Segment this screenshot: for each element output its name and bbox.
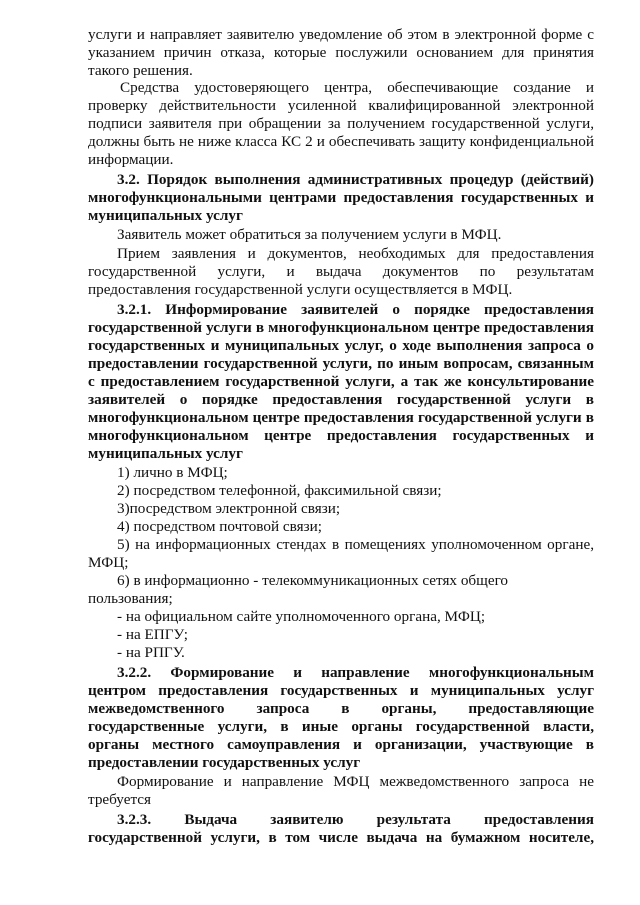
- text-line: Прием заявления и документов, необходимых для предоставления: [117, 245, 594, 262]
- text-line: должны быть не ниже класса КС 2 и обеспечивать защиту конфиденциальной: [88, 133, 594, 150]
- section-heading: многофункциональном центре предоставления государственных и: [88, 427, 594, 444]
- text-line: проверку действительности усиленной квалифицированной электронной: [88, 97, 594, 114]
- section-heading: государственные услуги, в иные органы государственной власти,: [88, 718, 594, 735]
- list-item: 2) посредством телефонной, факсимильной связи;: [117, 482, 442, 499]
- section-heading: предоставлении государственных услуг: [88, 754, 361, 771]
- section-heading: муниципальных услуг: [88, 445, 243, 462]
- text-line: подписи заявителя при обращении за получением государственной услуги,: [88, 115, 594, 132]
- text-line: предоставления государственной услуги осуществляется в МФЦ.: [88, 281, 513, 298]
- list-item: 5) на информационных стендах в помещениях уполномоченном органе,: [117, 536, 594, 553]
- section-heading: предоставлении государственной услуги, по иным вопросам, связанным: [88, 355, 594, 372]
- text-line: Средства удостоверяющего центра, обеспечивающие создание и: [120, 79, 594, 96]
- list-item: - на официальном сайте уполномоченного органа, МФЦ;: [117, 608, 486, 625]
- list-item: 6) в информационно - телекоммуникационных сетях общего: [117, 572, 509, 589]
- section-heading: муниципальных услуг: [88, 207, 243, 224]
- list-item: 4) посредством почтовой связи;: [117, 518, 322, 535]
- text-line: Формирование и направление МФЦ межведомственного запроса не: [117, 773, 594, 790]
- list-item: 1) лично в МФЦ;: [117, 464, 228, 481]
- section-heading: государственных и муниципальных услуг, о ходе выполнения запроса о: [88, 337, 594, 354]
- list-item: пользования;: [88, 590, 173, 607]
- text-line: указанием причин отказа, которые послужили основанием для принятия: [88, 44, 594, 61]
- section-heading: 3.2.3. Выдача заявителю результата предоставления: [117, 811, 594, 828]
- section-heading: многофункциональном центре предоставления государственной услуги в: [88, 409, 594, 426]
- section-heading: центром предоставления государственных и муниципальных услуг: [88, 682, 594, 699]
- text-line: такого решения.: [88, 62, 193, 79]
- text-line: информации.: [88, 151, 174, 168]
- text-line: государственной услуги, и выдача документов по результатам: [88, 263, 594, 280]
- section-heading: с предоставлением государственной услуги, а так же консультирование: [88, 373, 594, 390]
- section-heading: 3.2. Порядок выполнения административных процедур (действий): [117, 171, 594, 188]
- list-item: 3)посредством электронной связи;: [117, 500, 341, 517]
- list-item: МФЦ;: [88, 554, 129, 571]
- section-heading: органы местного самоуправления и организации, участвующие в: [88, 736, 594, 753]
- section-heading: заявителей о порядке предоставления государственной услуги в: [88, 391, 594, 408]
- section-heading: 3.2.1. Информирование заявителей о порядке предоставления: [117, 301, 594, 318]
- section-heading: государственной услуги, в том числе выдача на бумажном носителе,: [88, 829, 594, 846]
- text-line: Заявитель может обратиться за получением услуги в МФЦ.: [117, 226, 502, 243]
- text-line: требуется: [88, 791, 151, 808]
- section-heading: многофункциональными центрами предоставления государственных и: [88, 189, 594, 206]
- section-heading: государственной услуги в многофункциональном центре предоставления: [88, 319, 594, 336]
- section-heading: 3.2.2. Формирование и направление многофункциональным: [117, 664, 594, 681]
- section-heading: межведомственного запроса в органы, предоставляющие: [88, 700, 594, 717]
- list-item: - на ЕПГУ;: [117, 626, 188, 643]
- list-item: - на РПГУ.: [117, 644, 185, 661]
- text-line: услуги и направляет заявителю уведомление об этом в электронной форме с: [88, 26, 594, 43]
